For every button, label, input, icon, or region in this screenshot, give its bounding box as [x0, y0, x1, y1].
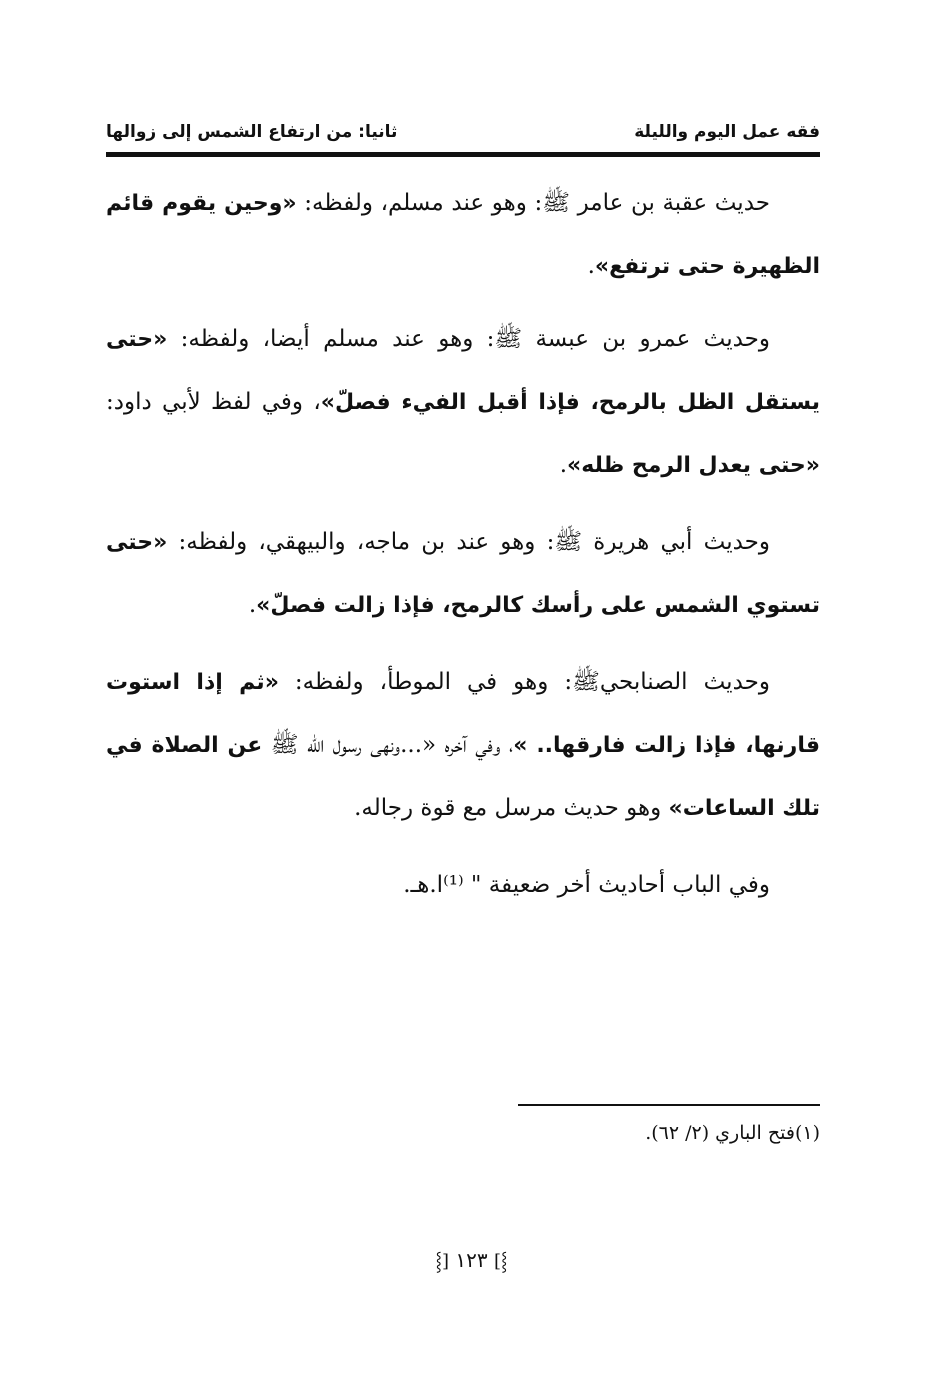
paragraph-tail: وهو حديث مرسل مع قوة رجاله. [354, 795, 669, 821]
paragraph-tail: . [248, 592, 257, 618]
section-title: ثانيا: من ارتفاع الشمس إلى زوالها [106, 122, 398, 142]
hadith-quote: «وحين يقوم قائم الظهيرة حتى ترتفع» [106, 191, 820, 279]
hadith-quote: «حتى يستقل الظل بالرمح، فإذا أقبل الفيء فصلّ» [106, 327, 821, 415]
paragraph-amr [106, 308, 820, 497]
paragraph-intro: وحديث أبي هريرة ﷺ: وهو عند بن ماجه، والبيهقي، ولفظه: [167, 529, 770, 555]
paragraph-tail: . [587, 253, 595, 279]
paragraph-intro: وحديث عمرو بن عبسة ﷺ: وهو عند مسلم أيضا، ولفظه: [167, 326, 770, 352]
paragraph-closing [106, 854, 820, 916]
header-divider [106, 152, 820, 157]
hadith-quote: «حتى تستوي الشمس على رأسك كالرمح، فإذا زالت فصلّ» [106, 530, 820, 618]
closing-text: وفي الباب أحاديث أخر ضعيفة " ⁽¹⁾ا.هـ. [403, 872, 770, 898]
paragraph-intro: وحديث الصنابحيﷺ: وهو في الموطأ، ولفظه: [278, 669, 770, 695]
book-title: فقه عمل اليوم والليلة [634, 122, 820, 142]
hadith-quote: «ثم إذا استوت قارنها، فإذا زالت فارقها.. » [106, 670, 820, 758]
main-text [106, 172, 820, 926]
paragraph-middle: ، وفي لفظ لأبي داود: [106, 389, 321, 415]
paragraph-tail: . [559, 452, 568, 478]
paragraph-abu-hurayra [106, 511, 820, 637]
hadith-quote-end: عن الصلاة في تلك الساعات» [106, 733, 820, 821]
paragraph-uqba [106, 172, 820, 298]
hadith-quote-abu-dawud: «حتى يعدل الرمح ظله» [567, 453, 820, 478]
footnote: (١)فتح الباري (٢/ ٦٢). [645, 1122, 820, 1144]
ornament-left-icon: [⸾ [435, 1251, 450, 1272]
running-header [106, 118, 820, 148]
paragraph-sunabihi [106, 651, 820, 840]
page-number: ١٢٣ [455, 1248, 488, 1272]
footnote-divider [518, 1104, 820, 1106]
paragraph-intro: حديث عقبة بن عامر ﷺ: وهو عند مسلم، ولفظه: [296, 190, 771, 216]
paragraph-middle: ، وفي آخره «...ونهى رسول الله ﷺ [262, 732, 514, 758]
ornament-right-icon: ⸾] [493, 1251, 508, 1272]
page-number-block [0, 1248, 943, 1273]
